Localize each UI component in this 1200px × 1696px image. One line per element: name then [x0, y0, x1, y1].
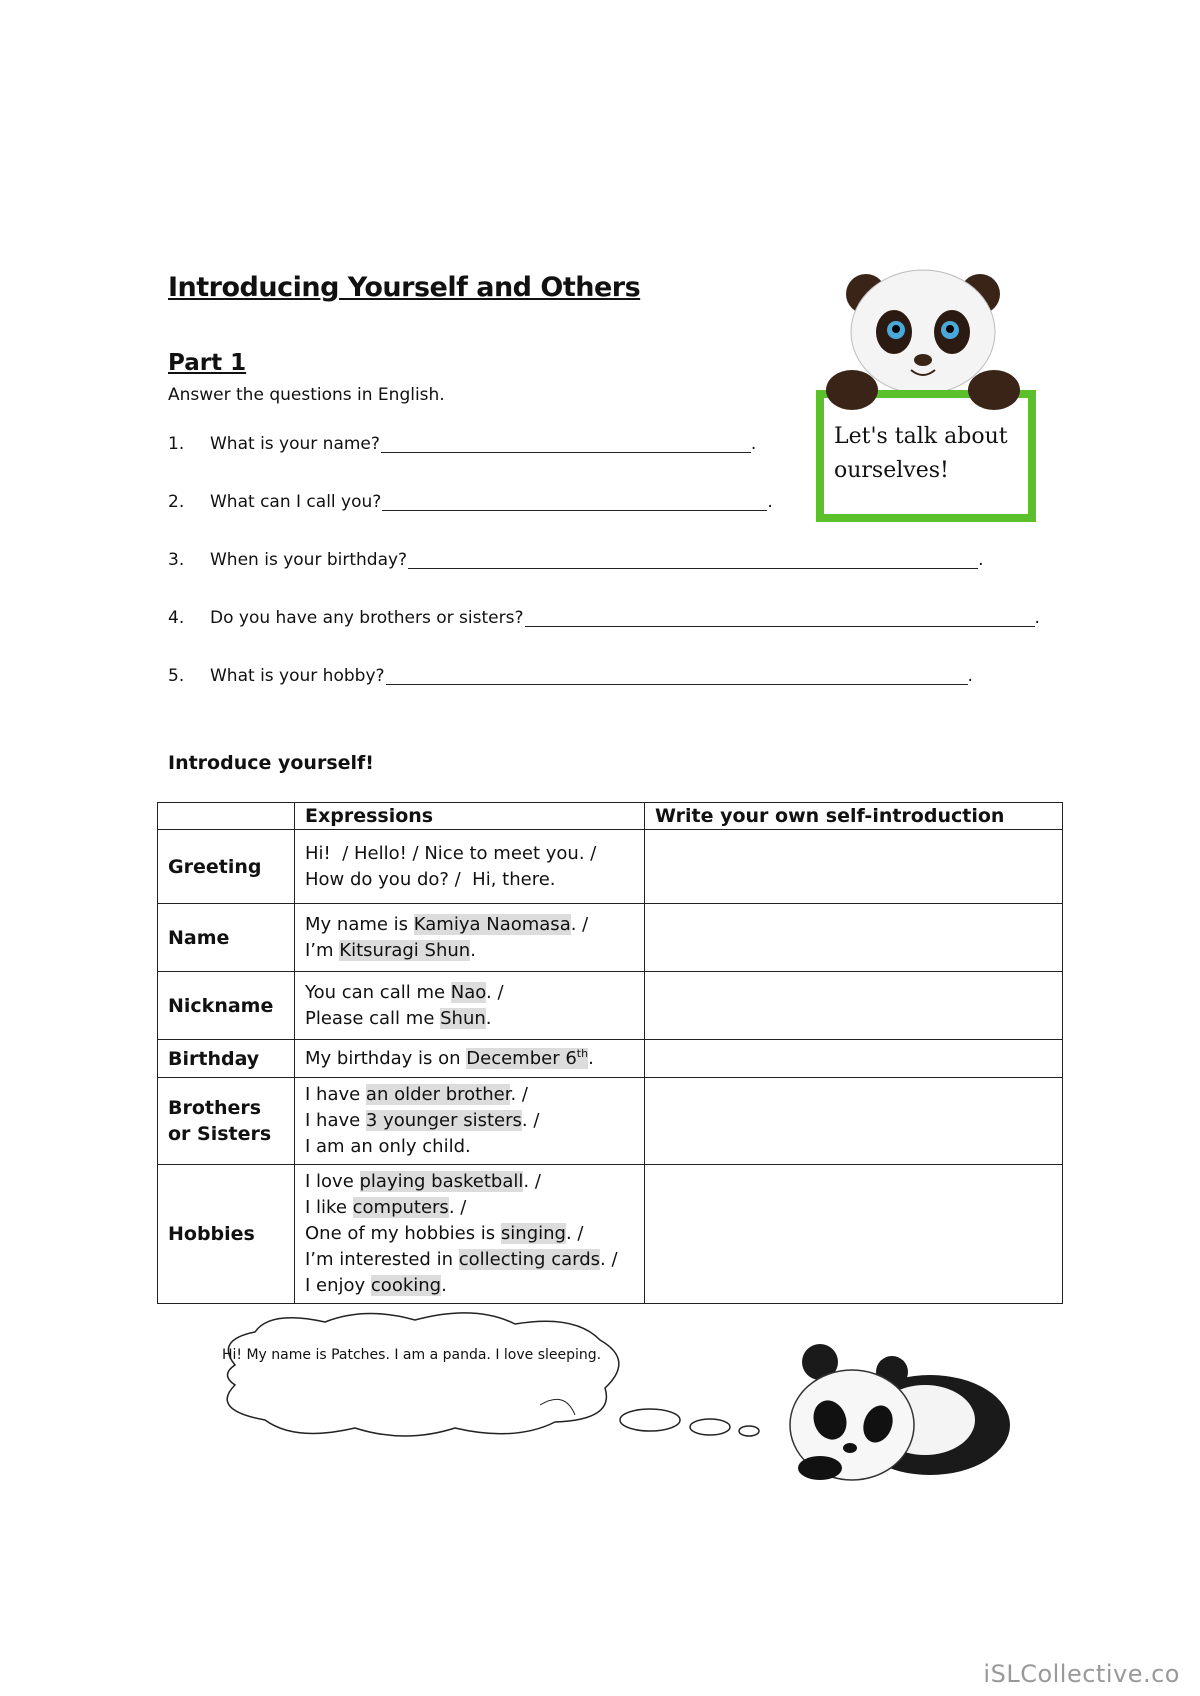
table-row: [158, 972, 1063, 1040]
question-5: 5. What is your hobby? .: [168, 666, 973, 686]
expressions-cell: Hi! / Hello! / Nice to meet you. / How do you do? / Hi, there.: [295, 830, 645, 904]
example-highlight: playing basketball: [359, 1171, 524, 1192]
question-number: 4.: [168, 608, 185, 628]
row-category: Greeting: [158, 830, 295, 904]
expressions-cell: My birthday is on December 6th.: [295, 1040, 645, 1078]
question-text: When is your birthday?: [210, 550, 408, 570]
answer-cell[interactable]: [645, 1165, 1063, 1304]
answer-line[interactable]: [408, 550, 978, 569]
example-highlight: computers: [352, 1197, 449, 1218]
answer-line[interactable]: [386, 666, 968, 685]
example-highlight: cooking: [370, 1275, 442, 1296]
expressions-cell: I love playing basketball. / I like computers. / One of my hobbies is singing. / I’m interested in collecting cards. / I enjoy cooking.: [295, 1165, 645, 1304]
question-number: 5.: [168, 666, 185, 686]
table-row: [158, 1040, 1063, 1078]
worksheet-title: Introducing Yourself and Others: [168, 272, 641, 303]
row-category: Nickname: [158, 972, 295, 1040]
example-highlight: Kitsuragi Shun: [339, 939, 471, 961]
example-highlight: Kamiya Naomasa: [413, 913, 571, 935]
question-number: 3.: [168, 550, 185, 570]
table-row: [158, 830, 1063, 904]
question-1: 1. What is your name? .: [168, 434, 757, 454]
example-highlight: collecting cards: [458, 1249, 601, 1270]
thought-bubble-text: Hi! My name is Patches. I am a panda. I love sleeping.: [222, 1347, 602, 1363]
example-highlight: December 6th: [466, 1046, 589, 1069]
expressions-cell: I have an older brother. / I have 3 younger sisters. / I am an only child.: [295, 1078, 645, 1165]
question-number: 1.: [168, 434, 185, 454]
answer-cell[interactable]: [645, 972, 1063, 1040]
thought-bubble-icon: [215, 1310, 635, 1445]
instructions: Answer the questions in English.: [168, 385, 445, 405]
table-header: Expressions: [295, 803, 645, 830]
question-text: Do you have any brothers or sisters?: [210, 608, 524, 628]
table-header: [158, 803, 295, 830]
question-text: What is your hobby?: [210, 666, 385, 686]
expressions-cell: You can call me Nao. / Please call me Shun.: [295, 972, 645, 1040]
question-text: What can I call you?: [210, 492, 382, 512]
table-header-row: [158, 803, 1063, 830]
watermark: iSLCollective.co: [983, 1660, 1180, 1688]
sleeping-panda-icon: [780, 1340, 1020, 1490]
table-row: [158, 1165, 1063, 1304]
thought-dots-icon: [618, 1405, 768, 1445]
table-header: Write your own self-introduction: [645, 803, 1063, 830]
question-text: What is your name?: [210, 434, 380, 454]
example-highlight: 3 younger sisters: [365, 1110, 522, 1131]
example-highlight: Nao: [450, 981, 486, 1003]
table-row: [158, 1078, 1063, 1165]
answer-line[interactable]: [382, 492, 767, 511]
answer-cell[interactable]: [645, 830, 1063, 904]
answer-line[interactable]: [525, 608, 1035, 627]
section-heading: Introduce yourself!: [168, 752, 374, 774]
part-heading: Part 1: [168, 350, 247, 376]
sign-text: Let's talk about ourselves!: [834, 424, 1008, 483]
row-category: Brothers or Sisters: [158, 1078, 295, 1165]
self-introduction-table: [157, 802, 1063, 1304]
row-category: Birthday: [158, 1040, 295, 1078]
example-highlight: Shun: [440, 1007, 486, 1029]
example-highlight: an older brother: [365, 1084, 511, 1105]
answer-line[interactable]: [381, 434, 751, 453]
table-row: [158, 904, 1063, 972]
answer-cell[interactable]: [645, 1078, 1063, 1165]
expressions-cell: My name is Kamiya Naomasa. / I’m Kitsuragi Shun.: [295, 904, 645, 972]
question-2: 2. What can I call you? .: [168, 492, 773, 512]
question-number: 2.: [168, 492, 185, 512]
row-category: Name: [158, 904, 295, 972]
question-3: 3. When is your birthday? .: [168, 550, 984, 570]
panda-sign-icon: [812, 264, 1044, 532]
row-category: Hobbies: [158, 1165, 295, 1304]
question-4: 4. Do you have any brothers or sisters? .: [168, 608, 1040, 628]
answer-cell[interactable]: [645, 904, 1063, 972]
example-highlight: singing: [500, 1223, 566, 1244]
answer-cell[interactable]: [645, 1040, 1063, 1078]
